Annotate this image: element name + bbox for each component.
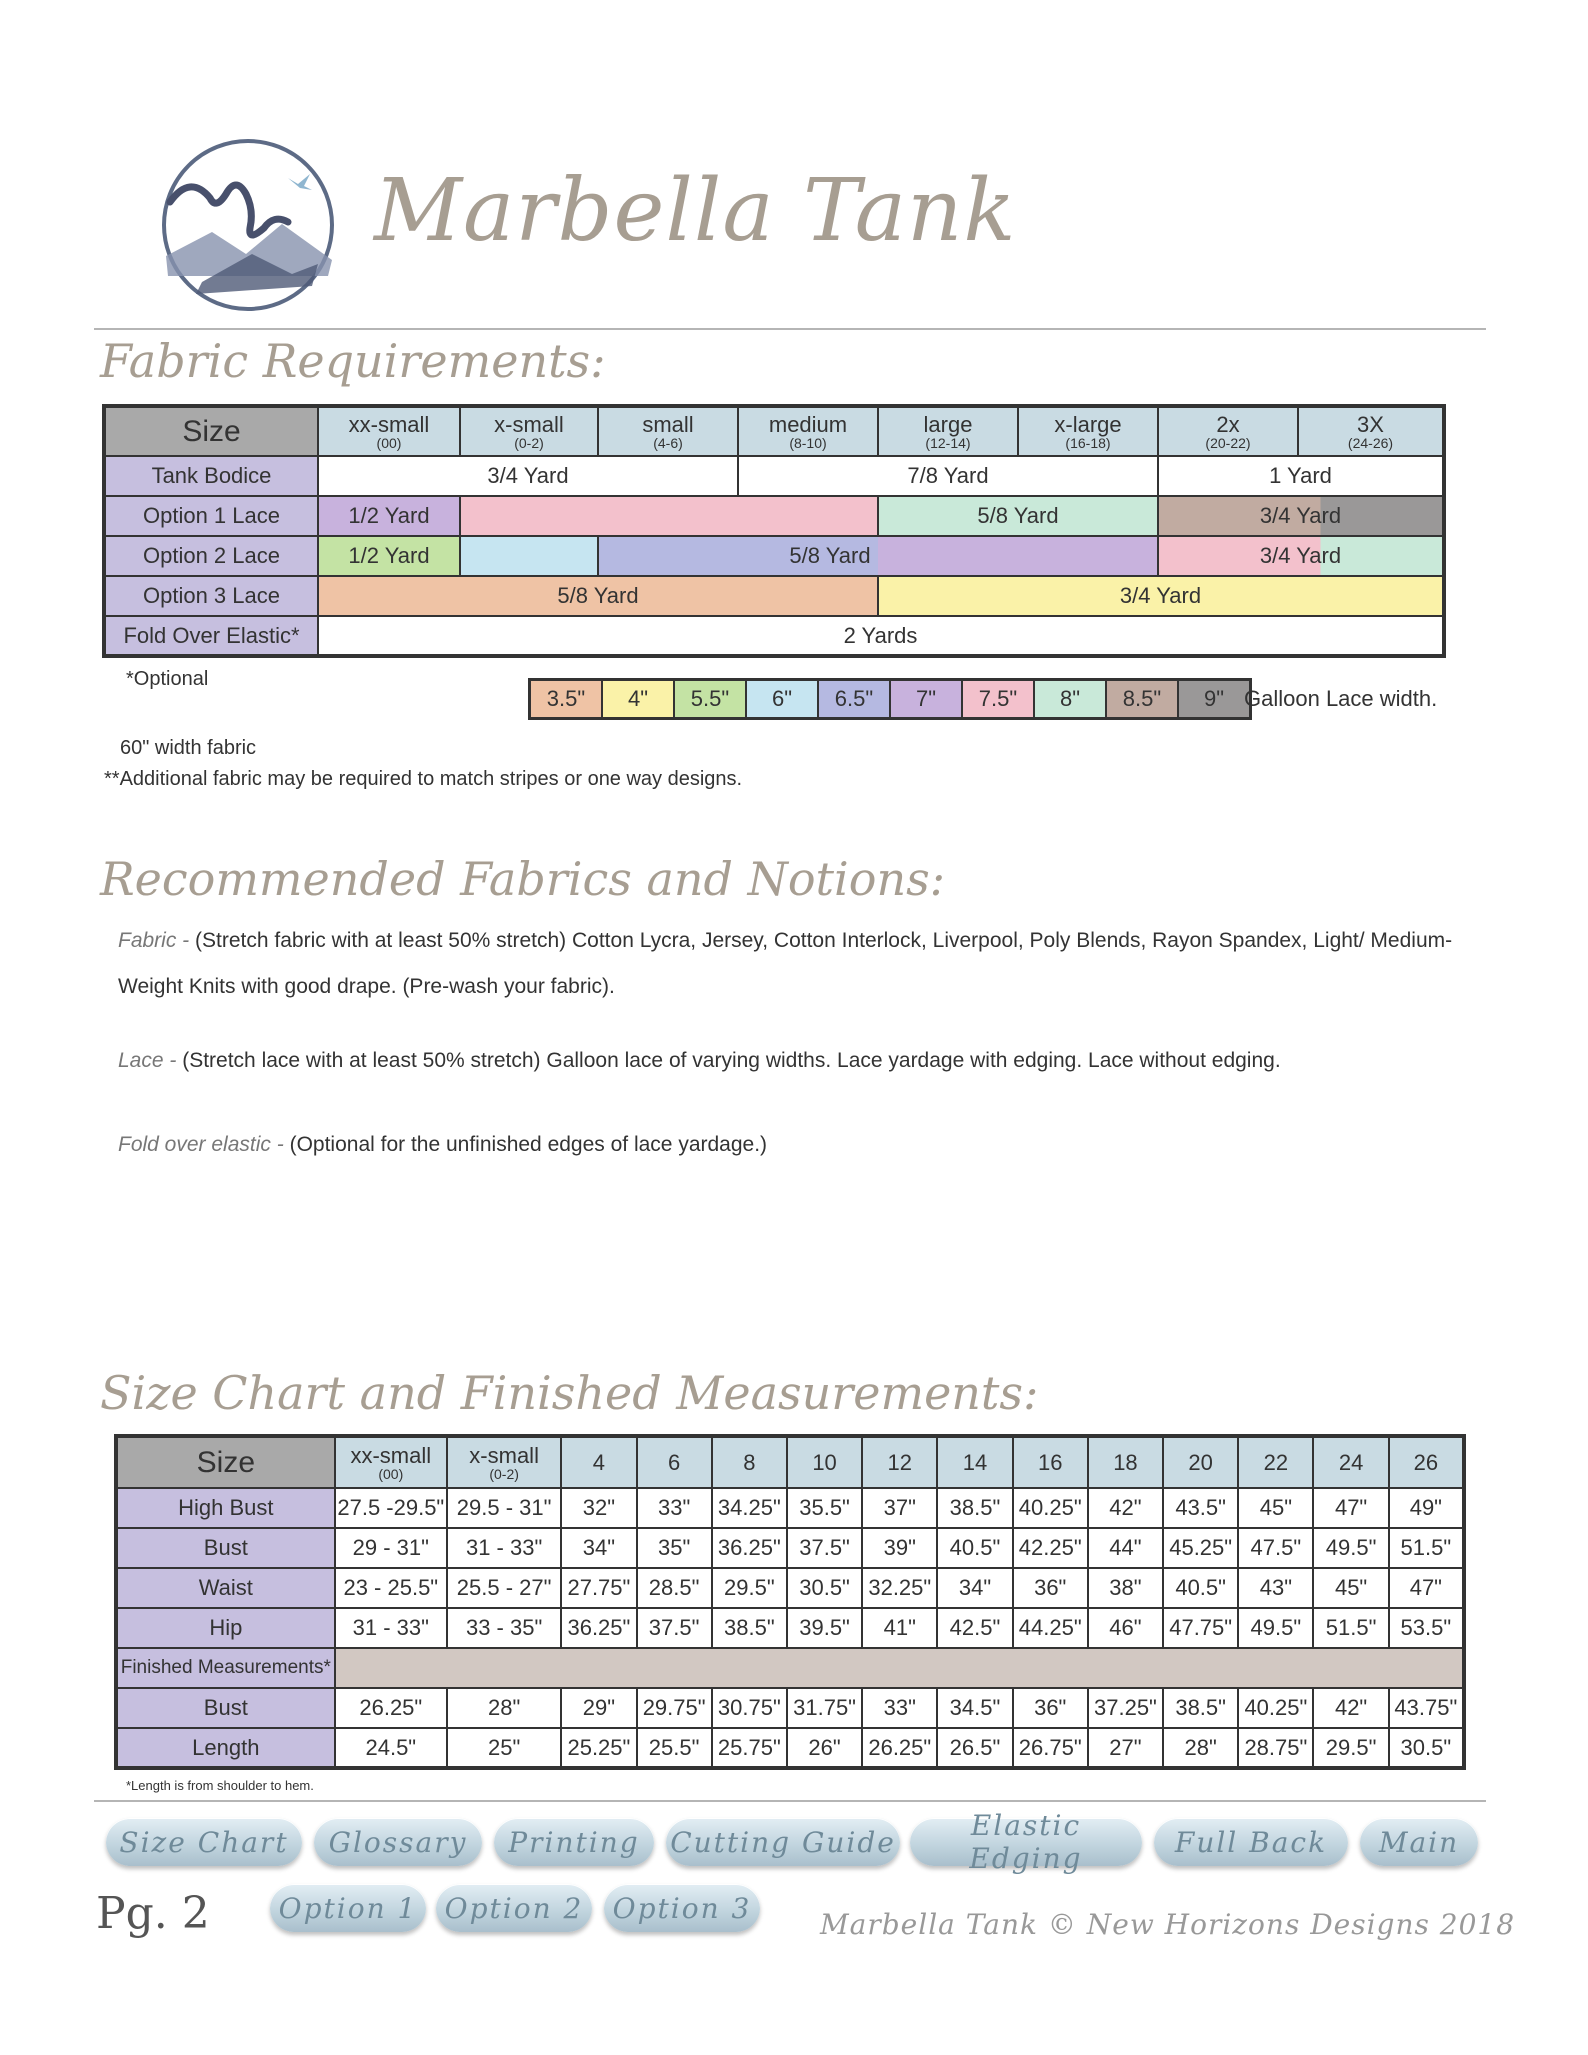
measurement-cell: 25.5 - 27" (447, 1568, 561, 1608)
lace-width-swatch: 3.5" (531, 681, 603, 717)
measurement-cell: 32.25" (862, 1568, 937, 1608)
measurement-cell: 23 - 25.5" (335, 1568, 447, 1608)
measurement-cell: 45.25" (1163, 1528, 1238, 1568)
nav-size-chart-button[interactable]: Size Chart (106, 1818, 302, 1866)
measurement-cell: 45" (1238, 1488, 1313, 1528)
option1-lace-row (104, 496, 1444, 536)
measurement-cell: 25.5" (637, 1728, 712, 1768)
nav-full-back-button[interactable]: Full Back (1154, 1818, 1348, 1866)
measurement-cell: 42.5" (937, 1608, 1012, 1648)
measurement-cell: 26.25" (862, 1728, 937, 1768)
lace-width-swatch: 4" (603, 681, 675, 717)
measurement-cell: 42" (1088, 1488, 1163, 1528)
measurement-cell: 27.5 -29.5" (335, 1488, 447, 1528)
measurement-cell: 29" (561, 1688, 636, 1728)
foe-recommendation (118, 1128, 1488, 1162)
fabric-description: (Stretch fabric with at least 50% stretch) Cotton Lycra, Jersey, Cotton Interlock, Liverpool, Poly Blends, Rayon Spandex, Light/ Medium-Weight Knits with good drape. (Pre-wash your fabric). (118, 929, 1453, 998)
measurement-cell: 24.5" (335, 1728, 447, 1768)
color-cell (460, 496, 878, 536)
measurement-cell: 40.25" (1238, 1688, 1313, 1728)
measurement-cell: 38.5" (712, 1608, 787, 1648)
fabric-recommendation (118, 918, 1488, 1010)
measurement-cell: 36.25" (712, 1528, 787, 1568)
row-label: Option 1 Lace (104, 496, 318, 536)
measurement-cell: 30.75" (712, 1688, 787, 1728)
size-col: 4 (561, 1436, 636, 1488)
fabric-width-note: 60" width fabric (120, 737, 257, 759)
measurement-row (116, 1608, 1464, 1648)
size-col: 10 (787, 1436, 862, 1488)
finished-measurements-row (116, 1648, 1464, 1688)
measurement-row (116, 1688, 1464, 1728)
measurement-cell: 27" (1088, 1728, 1163, 1768)
measurement-cell: 42" (1313, 1688, 1388, 1728)
measurement-cell: 39" (862, 1528, 937, 1568)
size-col: 14 (937, 1436, 1012, 1488)
measurement-cell: 34" (937, 1568, 1012, 1608)
lace-width-swatch: 7" (891, 681, 963, 717)
measurement-cell: 33" (637, 1488, 712, 1528)
lace-width-swatch: 7.5" (963, 681, 1035, 717)
measurement-cell: 44.25" (1013, 1608, 1088, 1648)
measurement-cell: 38.5" (937, 1488, 1012, 1528)
lace-recommendation (118, 1044, 1488, 1078)
nav-option-2-button[interactable]: Option 2 (436, 1884, 592, 1932)
measurement-cell: 25.75" (712, 1728, 787, 1768)
yardage-cell: 3/4 Yard (1158, 536, 1444, 576)
lace-width-swatch: 6" (747, 681, 819, 717)
color-cell (460, 536, 598, 576)
yardage-cell: 1 Yard (1158, 456, 1444, 496)
measurement-cell: 45" (1313, 1568, 1388, 1608)
yardage-cell: 1/2 Yard (318, 496, 460, 536)
fabric-requirements-table (102, 404, 1446, 658)
page-number: Pg. 2 (96, 1888, 210, 1939)
measurement-cell: 32" (561, 1488, 636, 1528)
measurement-cell: 37.5" (787, 1528, 862, 1568)
measurement-cell: 29.5" (1313, 1728, 1388, 1768)
measurement-cell: 34" (561, 1528, 636, 1568)
measurement-cell: 39.5" (787, 1608, 862, 1648)
measurement-row (116, 1568, 1464, 1608)
size-col: 22 (1238, 1436, 1313, 1488)
measurement-cell: 29 - 31" (335, 1528, 447, 1568)
footer-divider (94, 1800, 1486, 1802)
row-label: Tank Bodice (104, 456, 318, 496)
measurement-cell: 43.5" (1163, 1488, 1238, 1528)
recommended-heading: Recommended Fabrics and Notions: (100, 852, 946, 906)
measurement-cell: 37" (862, 1488, 937, 1528)
nav-main-button[interactable]: Main (1360, 1818, 1478, 1866)
copyright-text: Marbella Tank © New Horizons Designs 2018 (820, 1908, 1516, 1941)
measurement-cell: 30.5" (1389, 1728, 1464, 1768)
foe-description: (Optional for the unfinished edges of lace yardage.) (289, 1133, 768, 1156)
page-title: Marbella Tank (374, 161, 1017, 261)
size-col: 12 (862, 1436, 937, 1488)
measurement-cell: 28" (447, 1688, 561, 1728)
measurement-cell: 33" (862, 1688, 937, 1728)
nav-cutting-guide-button[interactable]: Cutting Guide (666, 1818, 900, 1866)
measurement-cell: 25" (447, 1728, 561, 1768)
measurement-row (116, 1528, 1464, 1568)
size-header: Size (116, 1436, 335, 1488)
length-note: *Length is from shoulder to hem. (126, 1778, 314, 1793)
nav-glossary-button[interactable]: Glossary (314, 1818, 482, 1866)
size-col: x-small (0-2) (460, 406, 598, 456)
measurement-cell: 43" (1238, 1568, 1313, 1608)
size-col: 26 (1389, 1436, 1464, 1488)
measurement-cell: 33 - 35" (447, 1608, 561, 1648)
measurement-cell: 26.75" (1013, 1728, 1088, 1768)
lace-width-swatch: 8" (1035, 681, 1107, 717)
row-label: Option 2 Lace (104, 536, 318, 576)
measurement-cell: 31 - 33" (447, 1528, 561, 1568)
measurement-cell: 30.5" (787, 1568, 862, 1608)
size-col: 3X (24-26) (1298, 406, 1444, 456)
nav-option-3-button[interactable]: Option 3 (604, 1884, 760, 1932)
measurement-cell: 35" (637, 1528, 712, 1568)
size-col: 16 (1013, 1436, 1088, 1488)
measurement-cell: 28.75" (1238, 1728, 1313, 1768)
size-col: large (12-14) (878, 406, 1018, 456)
measurement-row (116, 1728, 1464, 1768)
size-col: xx-small (00) (335, 1436, 447, 1488)
lace-term: Lace - (118, 1049, 177, 1072)
nav-printing-button[interactable]: Printing (494, 1818, 654, 1866)
measurement-cell: 31 - 33" (335, 1608, 447, 1648)
size-col: small (4-6) (598, 406, 738, 456)
size-col: 20 (1163, 1436, 1238, 1488)
measurement-cell: 51.5" (1389, 1528, 1464, 1568)
measurement-cell: 28" (1163, 1728, 1238, 1768)
size-chart-header-row (116, 1436, 1464, 1488)
nav-elastic-edging-button[interactable]: Elastic Edging (910, 1818, 1142, 1866)
measurement-cell: 35.5" (787, 1488, 862, 1528)
tank-bodice-row (104, 456, 1444, 496)
measurement-cell: 40.25" (1013, 1488, 1088, 1528)
measurement-cell: 42.25" (1013, 1528, 1088, 1568)
row-label: Waist (116, 1568, 335, 1608)
size-col: 24 (1313, 1436, 1388, 1488)
measurement-cell: 51.5" (1313, 1608, 1388, 1648)
measurement-cell: 27.75" (561, 1568, 636, 1608)
lace-description: (Stretch lace with at least 50% stretch) Galloon lace of varying widths. Lace yardage with edging. Lace without edging. (182, 1049, 1281, 1072)
measurement-row (116, 1488, 1464, 1528)
size-col: x-small (0-2) (447, 1436, 561, 1488)
foe-term: Fold over elastic - (118, 1133, 284, 1156)
measurement-cell: 53.5" (1389, 1608, 1464, 1648)
size-col: 2x (20-22) (1158, 406, 1298, 456)
lace-width-swatch: 6.5" (819, 681, 891, 717)
yardage-cell: 2 Yards (318, 616, 1444, 656)
measurement-cell: 37.5" (637, 1608, 712, 1648)
fabric-term: Fabric - (118, 929, 190, 952)
lace-width-label: Galloon Lace width. (1244, 686, 1438, 711)
measurement-cell: 40.5" (1163, 1568, 1238, 1608)
measurement-cell: 40.5" (937, 1528, 1012, 1568)
row-label: High Bust (116, 1488, 335, 1528)
measurement-cell: 26.5" (937, 1728, 1012, 1768)
row-label: Hip (116, 1608, 335, 1648)
row-label: Finished Measurements* (116, 1648, 335, 1688)
measurement-cell: 47.75" (1163, 1608, 1238, 1648)
fabric-header-row (104, 406, 1444, 456)
lace-width-swatch: 5.5" (675, 681, 747, 717)
measurement-cell: 37.25" (1088, 1688, 1163, 1728)
measurement-cell: 41" (862, 1608, 937, 1648)
yardage-cell: 3/4 Yard (318, 456, 738, 496)
size-col: 18 (1088, 1436, 1163, 1488)
option2-lace-row (104, 536, 1444, 576)
measurement-cell: 47" (1389, 1568, 1464, 1608)
measurement-cell: 38" (1088, 1568, 1163, 1608)
size-col: xx-small (00) (318, 406, 460, 456)
header-divider (94, 328, 1486, 330)
measurement-cell: 29.5 - 31" (447, 1488, 561, 1528)
lace-width-swatch: 9" (1179, 681, 1249, 717)
measurement-cell: 29.75" (637, 1688, 712, 1728)
size-col: x-large (16-18) (1018, 406, 1158, 456)
measurement-cell: 34.25" (712, 1488, 787, 1528)
measurement-cell: 26" (787, 1728, 862, 1768)
measurement-cell: 38.5" (1163, 1688, 1238, 1728)
row-label: Option 3 Lace (104, 576, 318, 616)
measurement-cell: 47" (1313, 1488, 1388, 1528)
option3-lace-row (104, 576, 1444, 616)
size-header: Size (104, 406, 318, 456)
measurement-cell: 28.5" (637, 1568, 712, 1608)
yardage-cell: 5/8 Yard (318, 576, 878, 616)
measurement-cell: 34.5" (937, 1688, 1012, 1728)
measurement-cell: 36" (1013, 1568, 1088, 1608)
size-chart-table (114, 1434, 1466, 1770)
measurement-cell: 49.5" (1313, 1528, 1388, 1568)
nav-option-1-button[interactable]: Option 1 (270, 1884, 426, 1932)
finished-measurements-bar (335, 1648, 1464, 1688)
row-label: Bust (116, 1528, 335, 1568)
yardage-cell: 3/4 Yard (878, 576, 1444, 616)
yardage-cell: 3/4 Yard (1158, 496, 1444, 536)
measurement-cell: 49" (1389, 1488, 1464, 1528)
row-label: Fold Over Elastic* (104, 616, 318, 656)
measurement-cell: 36.25" (561, 1608, 636, 1648)
measurement-cell: 46" (1088, 1608, 1163, 1648)
measurement-cell: 44" (1088, 1528, 1163, 1568)
additional-fabric-note: **Additional fabric may be required to match stripes or one way designs. (104, 768, 743, 790)
size-col: 8 (712, 1436, 787, 1488)
row-label: Bust (116, 1688, 335, 1728)
measurement-cell: 47.5" (1238, 1528, 1313, 1568)
measurement-cell: 26.25" (335, 1688, 447, 1728)
yardage-cell: 1/2 Yard (318, 536, 460, 576)
optional-note: *Optional (126, 668, 209, 690)
measurement-cell: 36" (1013, 1688, 1088, 1728)
size-col: medium (8-10) (738, 406, 878, 456)
size-chart-heading: Size Chart and Finished Measurements: (100, 1366, 1039, 1420)
measurement-cell: 49.5" (1238, 1608, 1313, 1648)
measurement-cell: 25.25" (561, 1728, 636, 1768)
yardage-cell: 5/8 Yard (878, 496, 1158, 536)
yardage-cell: 5/8 Yard (598, 536, 1158, 576)
lace-width-legend (528, 678, 1252, 720)
size-col: 6 (637, 1436, 712, 1488)
fabric-requirements-heading: Fabric Requirements: (100, 334, 606, 388)
yardage-cell: 7/8 Yard (738, 456, 1158, 496)
row-label: Length (116, 1728, 335, 1768)
fold-over-elastic-row (104, 616, 1444, 656)
lace-width-swatch: 8.5" (1107, 681, 1179, 717)
measurement-cell: 29.5" (712, 1568, 787, 1608)
measurement-cell: 43.75" (1389, 1688, 1464, 1728)
brand-logo (142, 136, 354, 314)
measurement-cell: 31.75" (787, 1688, 862, 1728)
